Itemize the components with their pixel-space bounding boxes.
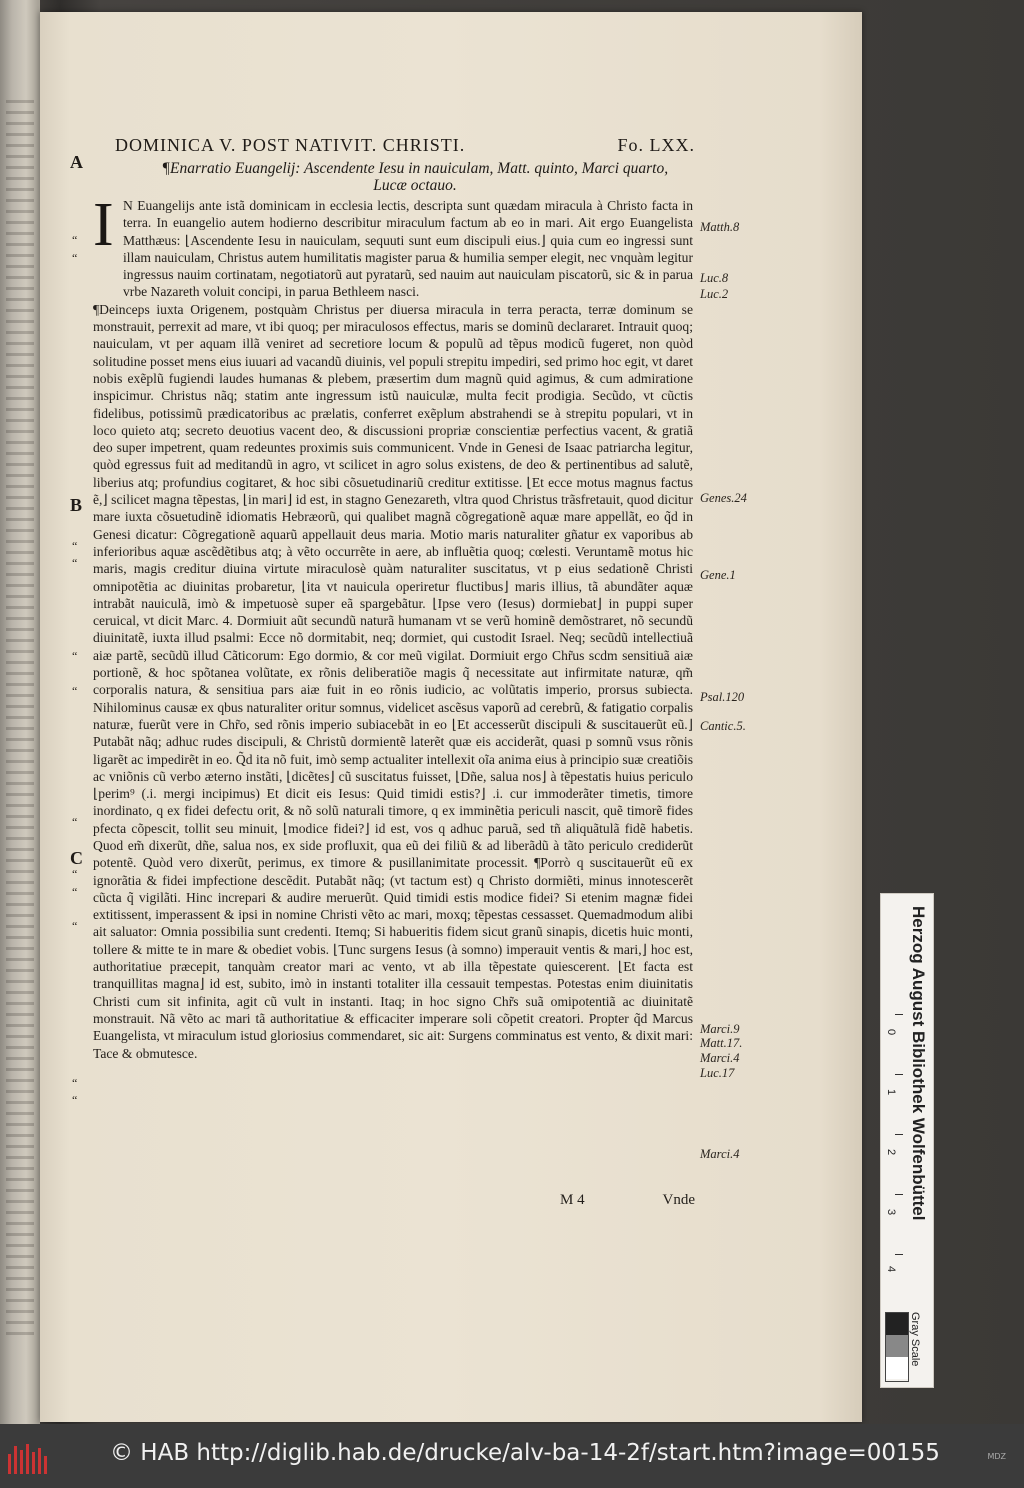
- side-note: Luc.8: [700, 271, 729, 285]
- side-note: Cantic.5.: [700, 719, 746, 733]
- side-note: Marci.9: [700, 1022, 740, 1036]
- signature-mark: M 4: [560, 1192, 585, 1208]
- margin-letter-c: C: [70, 848, 83, 868]
- side-note: Marci.4: [700, 1051, 740, 1065]
- side-note: Luc.2: [700, 287, 729, 301]
- quote-mark: “: [72, 233, 78, 247]
- quote-mark: “: [72, 919, 78, 933]
- header-title: DOMINICA V. POST NATIVIT. CHRISTI.: [115, 135, 466, 155]
- margin-letter-b: B: [70, 495, 83, 515]
- side-note: Gene.1: [700, 568, 736, 582]
- footer-bar: [0, 1424, 1024, 1488]
- side-note: Marci.4: [700, 1147, 740, 1161]
- scale-ruler: [885, 1004, 905, 1274]
- section-title: ¶Enarratio Euangelij: Ascendente Iesu in nauiculam, Matt. quinto, Marci quarto, Lucæ octauo.: [161, 160, 669, 194]
- catchword: Vnde: [662, 1192, 695, 1208]
- quote-mark: “: [72, 867, 78, 881]
- body-text: [93, 191, 693, 1062]
- running-header: [115, 135, 695, 156]
- ruler-number: 1: [885, 1089, 897, 1096]
- gray-scale-swatch: [885, 1312, 909, 1382]
- copyright-url: © HAB http://diglib.hab.de/drucke/alv-ba-14-2f/start.htm?image=00155: [110, 1440, 940, 1466]
- folio-number: Fo. LXX.: [617, 135, 695, 155]
- previous-page-edge: [0, 0, 40, 1424]
- paragraph-2: ¶Deinceps iuxta Origenem, postquàm Christus per diuersa miracula in terra peracta, terræ dominum se monstrauit, perrexit ad mare, vt ibi quoq; per miraculosos effectus, maris se dominũ declararet. Intrauit quoq; nauiculam, vt per aquam illã veniret ad secretiore locum & populũ ad tẽpus modicũ fugeret, non quòd solitudine posset mens eius iuuari ad vacandũ diuinis, vel populi strepitu impediri, sed primo hoc egit, vt daret nobis exẽplũ fugiendi laudes humanas & plebem, præsertim dum magnũ quid agimus, & cum admiratione inspicimur. Christus nãq; statim ante ingressum istũ nauiculæ, multa fecit prodigia. Secũdo, vt cũctis fidelibus, potissimũ prædicatoribus ac prælatis, conferret exẽplum abstrahendi se à strepitu populari, vt in loco quieto atq; secreto deuotius vacent deo, & discussioni propriæ conscientiæ perfectius vacent, & gratiã deo super impetrent, quam redeuntes proximis suis communicent. Vnde in Genesi de Isaac patriarcha legitur, quòd egressus fuit ad meditandũ in agro, vt scilicet in agro solus existens, de deo & pertinentibus ad salutẽ, liberius atq; profundius cogitaret, & hoc sibi cõsuetudinariũ creditur extitisse. ⌊Et ecce motus magnus factus ẽ,⌋ scilicet magna tẽpestas, ⌊in mari⌋ id est, in stagno Genezareth, vltra quod Christus trãsfretauit, quod dicitur mare iuxta cõsuetudinẽ idiomatis Hebræorũ, qui qualibet magnã cõgregationẽ aquæ mare appellãt, eo q̃d in Genesi dicatur: Cõgregationẽ aquarũ appellauit deus maria. Motio maris naturaliter gñatur ex vaporibus ab inferioribus aquæ ascẽdẽtibus atq; à vẽto occurrẽte in aere, ab influẽtia quoq; cœlesti. Veruntamẽ motus hic maris, magis creditur diuina virtute miraculosè quàm naturaliter suscitatus, vt p eius sedationẽ Christi omnipotẽtia ac diuinitas probaretur, ⌊ita vt nauicula operiretur fluctibus⌋ maris illius, tã abundãter aquæ intrabãt nauiculã, imò & impetuosè super eã spargebãtur. ⌊Ipse vero (Iesus) dormiebat⌋ in puppi super ceruical, vt dicit Marc. 4. Dormiuit aũt secundũ naturã humanam vt se verũ hominẽ demõstraret, nõ secundũ diuinitatẽ, iuxta illud psalmi: Ecce nõ dormitabit, neq; dormiet, qui custodit Israel. Neq; secũdũ intellectiuã aiæ partẽ, secũdũ illud Cãticorum: Ego dormio, & cor meũ vigilat. Dormiuit ergo Chr̃us scdm sensitiuã aiæ portionẽ, & hoc spõtanea volũtate, ex rõnis deliberatiõe magis q̃ necessitate aut infirmitate naturæ, qm̃ corporalis natura, & sensitiua pars aiæ fuit in eo rõnis iudicio, ac volũtatis imperio, prorsus subiecta. Nihilominus causæ ex qbus naturaliter oritur somnus, videlicet ascẽsus vaporũ ad cerebrũ, & fatigatio corpalis naturæ, fuerũt vere in Chr̃o, sed rõnis imperio subiacebãt in eo ⌊Et accesserũt discipuli & suscitauerũt eũ.⌋ Putabãt nãq; adhuc rudes discipuli, & Christũ dormientẽ laterẽt quæ eis acciderãt, quasi p somnũ vsus rõnis ligarẽt ac impedirẽt in eo. Q̃d ita nõ fuit, imò semp actualiter intellexit oĩa anima eius à principio suæ creatiõis ac vniõnis cũ verbo æterno instãti, ⌊dicẽtes⌋ cũ suscitatus fuisset, ⌊Dñe, salua nos⌋ à tẽpestatis huius periculo ⌊perim⁹ (.i. mergi incipimus) Et dicit eis Iesus: Quid timidi estis?⌋ .i. cur immoderãter timetis, timore inordinato, q ex fidei defectu orit, & nõ solũ naturali timore, q ex imminẽtia periculi nascit, quẽ timorẽ fides pfecta cõpescit, tollit seu minuit, ⌊modice fidei?⌋ id est, vos q adhuc paruã, sed tñ aliquãtulã fidẽ habetis. Quod em̃ dixerũt, dñe, salua nos, ex side profluxit, qua eũ dei filiũ & ad liberãdũ à tãto periculo crediderũt potentẽ. Quòd vero dixerũt, perimus, ex timore & pusillanimitate processit. ¶Porrò q suscitauerũt eũ ex ignorãtia & fidei impfectione descẽdit. Putabãt nãq; (vt tactum est) q Christo dormiẽti, minus innotescerẽt cũcta q̃ vigilãti. Hinc increpari & audire meruerũt. Quid timidi estis modice fidei? Si etenim magnæ fidei extitissent, imperassent & ipsi in nomine Christi vẽto ac mari, moxq; tẽpestas cessasset. Quemadmodum alibi ait saluator: Omnia possibilia sunt credenti. Itemq; Si habueritis fidem sicut granũ sinapis, dicetis huic monti, tollere & mitte te in mare & obediet vobis. ⌊Tunc surgens Iesus (à somno) imperauit ventis & mari,⌋ hoc est, authoritatiue præcepit, tanquàm creator mari ac vento, vt ab illa tẽpestate quiescerent. ⌊Et facta est tranquillitas magna⌋ id est, subito, imò in instanti totaliter illa cessauit tempestas. Potestas enim diuinitatis Christi cum sit infinita, agit cũ vult in instanti. Itaq; in hoc signo Chr̃s suã omipotentiã ac diuinitatẽ monstrauit. Nã vẽto ac mari tã authoritatiue & efficaciter imperare soli cõpetit creatori. Propter q̃d Marcus Euangelista, vt miraculum istud gloriosius commendaret, sic ait: Surgens comminatus est vento, & dixit mari: Tace & obmutesce.: [93, 301, 693, 1061]
- drop-initial: I: [93, 191, 114, 259]
- ruler-number: 3: [885, 1209, 897, 1216]
- gray-scale-label: Gray Scale: [909, 1312, 921, 1367]
- color-target-card: [880, 893, 934, 1388]
- side-note: Matt.17.: [700, 1036, 743, 1050]
- page-footer: [560, 1192, 695, 1209]
- quote-mark: “: [72, 649, 78, 663]
- quote-mark: “: [72, 815, 78, 829]
- side-note: Matth.8: [700, 220, 740, 234]
- quote-mark: “: [72, 251, 78, 265]
- quote-mark: “: [72, 556, 78, 570]
- side-note: Genes.24: [700, 491, 747, 505]
- quote-mark: “: [72, 684, 78, 698]
- mdz-badge: MDZ: [987, 1452, 1006, 1461]
- institution-name: Herzog August Bibliothek Wolfenbüttel: [909, 906, 928, 1221]
- quote-mark: “: [72, 1076, 78, 1090]
- side-note: Luc.17: [700, 1066, 735, 1080]
- quote-mark: “: [72, 885, 78, 899]
- side-note: Psal.120: [700, 690, 745, 704]
- quote-mark: “: [72, 539, 78, 553]
- hab-logo-icon: [8, 1438, 52, 1474]
- paragraph-1: N Euangelijs ante istã dominicam in ecclesia lectis, descripta sunt quædam miracula à Christo facta in terra. In euangelio autem hodierno describitur miraculum factum ab eo in mari. Ait ergo Euangelista Matthæus: ⌊Ascendente Iesu in nauiculam, sequuti sunt eum discipuli eius.⌋ quia cum eo ingressi sunt illam nauiculam, Christus autem humilitatis magister parua & humilia semper elegit, nec vnquàm legitur ingressus nauim cortinatam, negotiatorũ aut pyratarũ, sed nauim aut nauiculam piscatorũ, sic & in parua vrbe Nazareth voluit concipi, in parua Bethleem nasci.: [123, 198, 693, 300]
- ruler-number: 4: [885, 1266, 897, 1273]
- ruler-number: 0: [885, 1029, 897, 1036]
- margin-letter-a: A: [70, 152, 83, 172]
- quote-mark: “: [72, 1093, 78, 1107]
- ruler-number: 2: [885, 1149, 897, 1156]
